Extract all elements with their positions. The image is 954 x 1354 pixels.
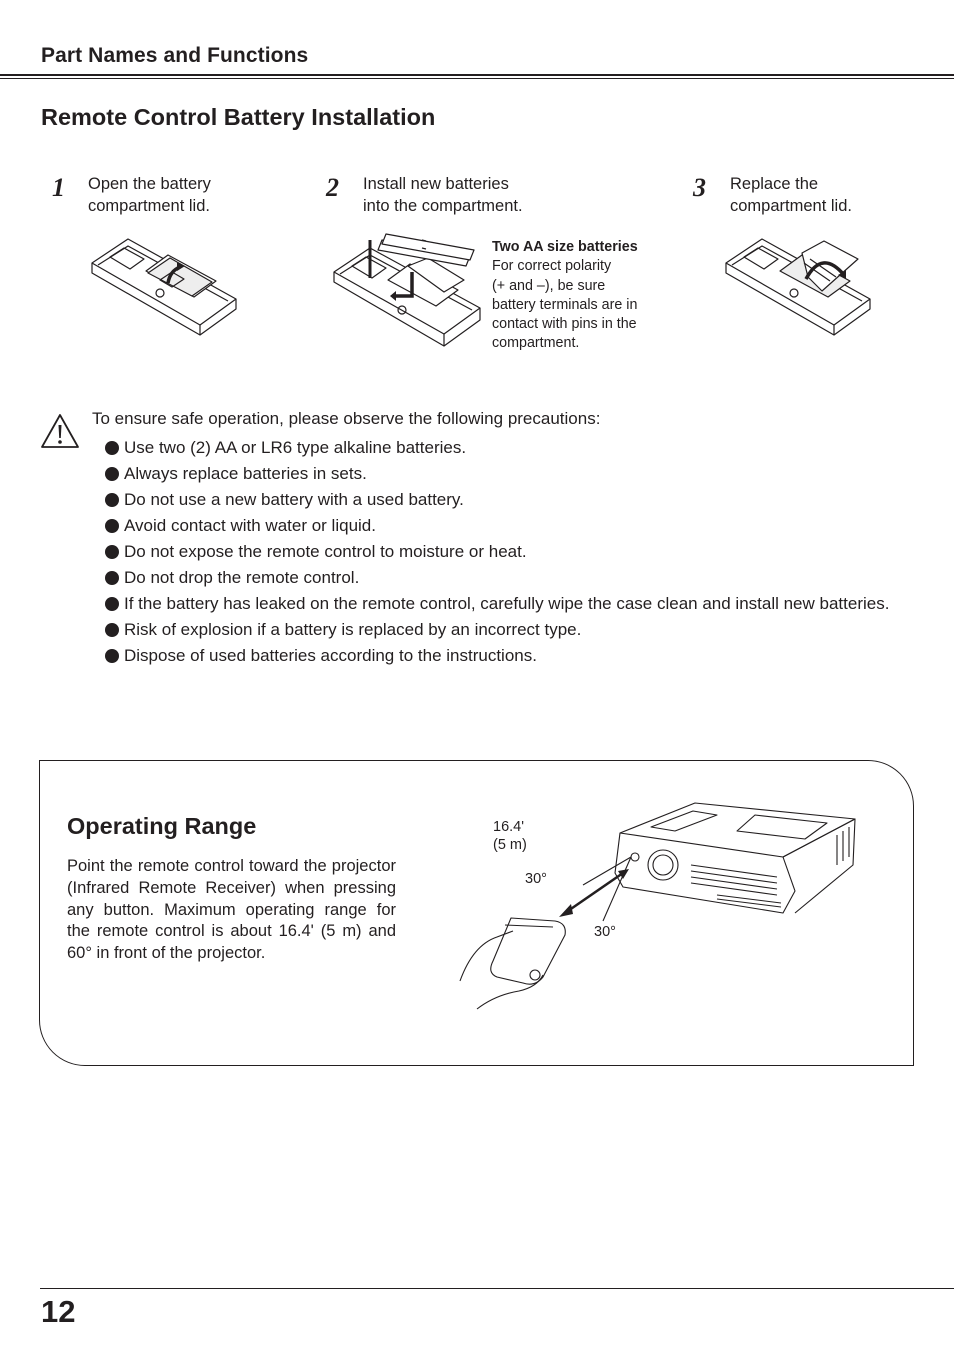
operating-range-body: Point the remote control toward the projector (Infrared Remote Receiver) when pressing any button. Maximum operating range for the remote control is about 16.4' (5 m) and 60° in front of the projector.: [67, 857, 396, 963]
step-2-number: 2: [326, 173, 339, 202]
step-3-number: 3: [693, 173, 706, 202]
remote-install-batteries-illustration: [330, 228, 486, 358]
remote-open-lid-illustration: [88, 235, 240, 345]
step-2-line-1: Install new batteries: [363, 175, 509, 193]
step-3-line-2: compartment lid.: [730, 197, 852, 215]
precaution-item: Do not use a new battery with a used battery.: [105, 487, 915, 513]
page-number: 12: [41, 1294, 76, 1329]
range-distance-m: (5 m): [493, 837, 527, 853]
precaution-list: [105, 435, 915, 669]
precaution-item: Do not drop the remote control.: [105, 565, 915, 591]
battery-note-line-1: For correct polarity: [492, 258, 612, 275]
warning-triangle-icon: [40, 413, 80, 449]
precaution-item: Avoid contact with water or liquid.: [105, 513, 915, 539]
battery-note-line-2: (+ and –), be sure: [492, 277, 606, 294]
precaution-item: Always replace batteries in sets.: [105, 461, 915, 487]
section-header: Part Names and Functions: [41, 44, 309, 67]
header-rule: [0, 74, 954, 76]
step-1-line-2: compartment lid.: [88, 197, 210, 215]
battery-note-line-4: contact with pins in the: [492, 316, 637, 333]
step-3-text: [730, 173, 852, 217]
precaution-item: Risk of explosion if a battery is replaced by an incorrect type.: [105, 617, 915, 643]
precaution-item: Do not expose the remote control to moisture or heat.: [105, 539, 915, 565]
range-distance-ft: 16.4': [493, 819, 524, 835]
step-3-line-1: Replace the: [730, 175, 819, 193]
battery-note-heading: Two AA size batteries: [492, 239, 638, 255]
header-rule-thin: [0, 78, 954, 79]
angle-upper-label: 30°: [525, 871, 547, 887]
precaution-item: Dispose of used batteries according to the instructions.: [105, 643, 915, 669]
angle-lower-label: 30°: [594, 924, 616, 940]
step-1-number: 1: [52, 173, 65, 202]
battery-note-line-5: compartment.: [492, 335, 580, 352]
step-2-line-2: into the compartment.: [363, 197, 523, 215]
page-title: Remote Control Battery Installation: [41, 104, 436, 130]
step-2-text: [363, 173, 523, 217]
precaution-item: If the battery has leaked on the remote control, carefully wipe the case clean and install new batteries.: [105, 591, 915, 617]
step-1-text: [88, 173, 211, 217]
battery-note: [492, 238, 638, 354]
battery-note-line-3: battery terminals are in: [492, 296, 638, 313]
step-1-line-1: Open the battery: [88, 175, 211, 193]
footer-rule: [40, 1288, 954, 1289]
remote-replace-lid-illustration: [722, 235, 874, 345]
operating-range-title: Operating Range: [67, 813, 257, 839]
precaution-item: Use two (2) AA or LR6 type alkaline batteries.: [105, 435, 915, 461]
operating-range-illustration: [455, 795, 865, 1020]
warning-intro: To ensure safe operation, please observe the following precautions:: [92, 409, 601, 428]
